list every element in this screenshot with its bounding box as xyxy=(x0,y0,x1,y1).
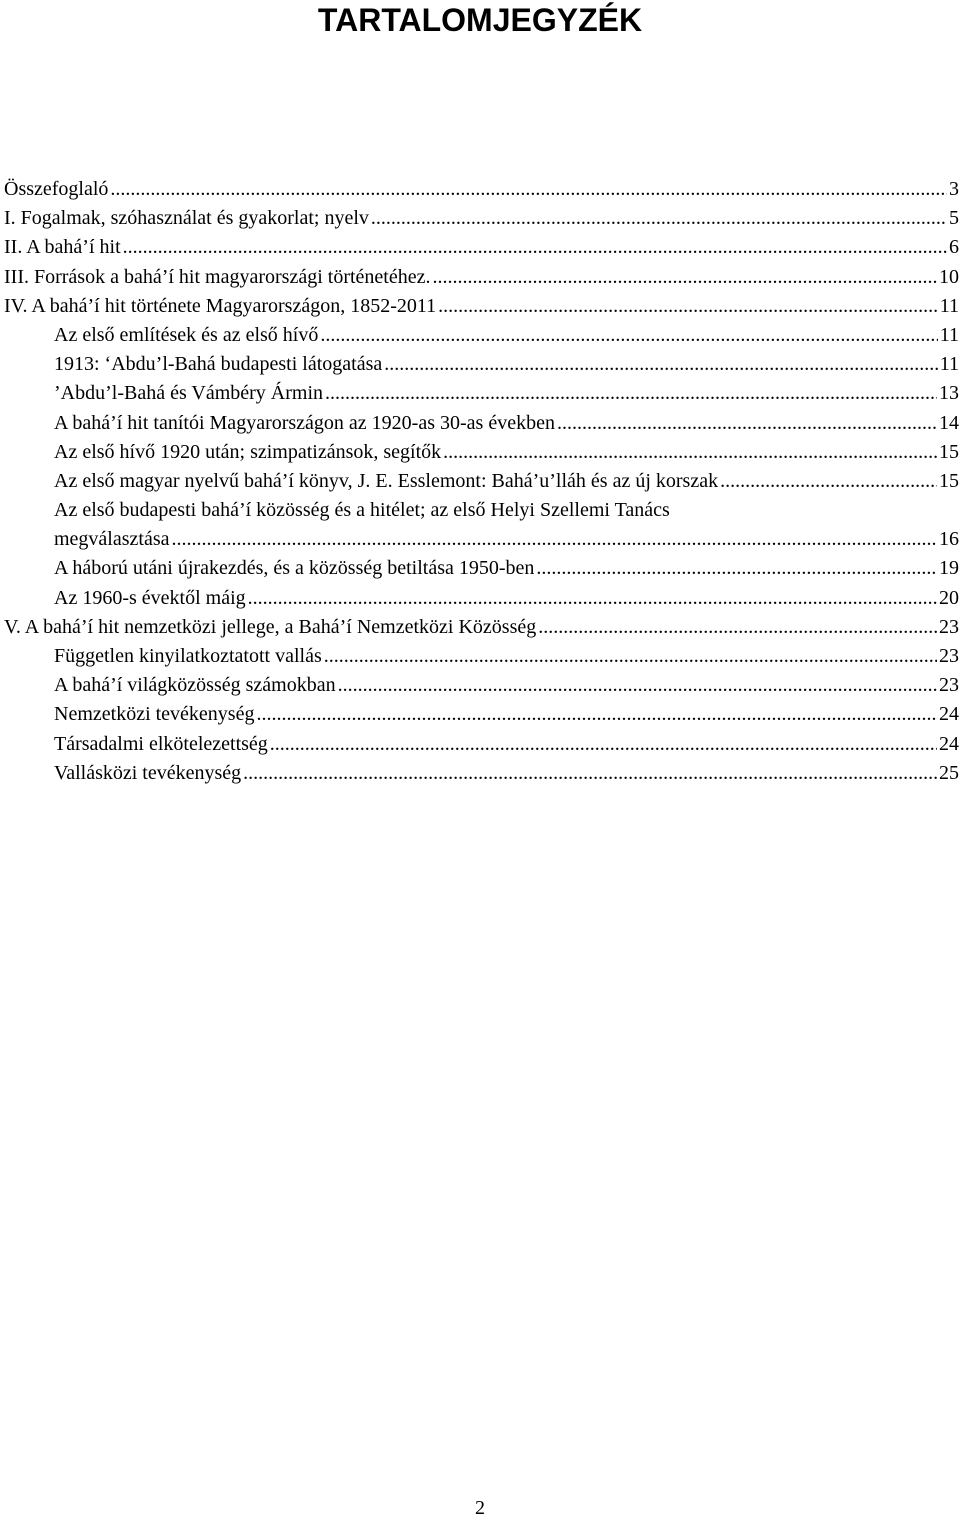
toc-entry[interactable] xyxy=(4,467,959,496)
toc-entry-label: Vallásközi tevékenység xyxy=(54,761,242,784)
toc-leader-dots xyxy=(371,204,947,233)
toc-entry[interactable] xyxy=(4,438,959,467)
toc-entry[interactable] xyxy=(4,233,959,262)
toc-entry-label: IV. A bahá’í hit története Magyarországon, 1852-2011 xyxy=(4,294,437,317)
toc-entry[interactable] xyxy=(4,554,959,583)
toc-entry-page: 23 xyxy=(939,674,959,697)
toc-entry[interactable] xyxy=(4,671,959,700)
toc-leader-dots xyxy=(557,409,937,438)
toc-entry-page: 19 xyxy=(939,557,959,580)
toc-entry-label: I. Fogalmak, szóhasználat és gyakorlat; nyelv xyxy=(4,207,369,230)
toc-entry[interactable] xyxy=(4,204,959,233)
toc-entry-label: Nemzetközi tevékenység xyxy=(54,703,255,726)
toc-entry-label: A bahá’í hit tanítói Magyarországon az 1920-as 30-as években xyxy=(54,411,555,434)
page-title: TARTALOMJEGYZÉK xyxy=(317,2,643,38)
toc-entry-page: 16 xyxy=(939,528,959,551)
toc-entry[interactable] xyxy=(4,759,959,788)
toc-entry[interactable] xyxy=(4,292,959,321)
toc-entry-label: A bahá’í világközösség számokban xyxy=(54,674,336,697)
toc-entry[interactable] xyxy=(4,379,959,408)
toc-entry-label-continuation: megválasztása xyxy=(54,528,170,551)
toc-entry[interactable] xyxy=(4,321,959,350)
toc-entry-label: Az első említések és az első hívő xyxy=(54,323,319,346)
toc-entry[interactable] xyxy=(4,613,959,642)
toc-leader-dots xyxy=(720,467,937,496)
toc-leader-dots xyxy=(123,233,947,262)
toc-entry-label: Összefoglaló xyxy=(4,178,109,200)
toc-entry[interactable] xyxy=(4,700,959,729)
toc-entry-label: Független kinyilatkoztatott vallás xyxy=(54,645,322,667)
toc-entry[interactable] xyxy=(4,584,959,613)
page-number: 2 xyxy=(475,1497,485,1519)
toc-leader-dots xyxy=(110,175,947,204)
toc-leader-dots xyxy=(320,321,937,350)
toc-entry[interactable] xyxy=(4,409,959,438)
toc-entry-label: ’Abdu’l-Bahá és Vámbéry Ármin xyxy=(54,382,324,405)
toc-entry-page: 24 xyxy=(939,703,959,726)
toc-leader-dots xyxy=(324,642,937,671)
toc-leader-dots xyxy=(256,700,937,729)
toc-entry[interactable] xyxy=(4,175,959,204)
table-of-contents xyxy=(4,175,959,788)
toc-leader-dots xyxy=(270,730,937,759)
toc-entry-label: 1913: ‘Abdu’l-Bahá budapesti látogatása xyxy=(54,353,383,376)
toc-entry-label: Az első budapesti bahá’í közösség és a hitélet; az első Helyi Szellemi Tanács xyxy=(54,499,670,522)
toc-entry-page: 3 xyxy=(949,178,959,200)
toc-entry-page: 11 xyxy=(939,294,959,317)
toc-entry-page: 6 xyxy=(949,236,959,259)
toc-entry-page: 20 xyxy=(939,586,959,609)
toc-entry-page: 23 xyxy=(939,645,959,667)
toc-entry-page: 11 xyxy=(939,323,959,346)
toc-entry-label: Az első magyar nyelvű bahá’í könyv, J. E. Esslemont: Bahá’u’lláh és az új korszak xyxy=(54,469,719,492)
toc-leader-dots xyxy=(438,292,938,321)
toc-entry-page: 10 xyxy=(939,265,959,288)
toc-leader-dots xyxy=(243,759,937,788)
toc-entry-label: A háború utáni újrakezdés, és a közösség betiltása 1950-ben xyxy=(54,557,535,580)
toc-entry-label: II. A bahá’í hit xyxy=(4,236,121,259)
toc-leader-dots xyxy=(384,350,937,379)
toc-entry-page: 11 xyxy=(939,353,959,376)
toc-leader-dots xyxy=(443,438,937,467)
toc-entry-page: 24 xyxy=(939,732,959,755)
toc-leader-dots xyxy=(538,613,937,642)
toc-entry-label: III. Források a bahá’í hit magyarországi történetéhez. xyxy=(4,265,431,288)
toc-entry-label: Az 1960-s évektől máig xyxy=(54,586,246,609)
toc-leader-dots xyxy=(248,584,937,613)
toc-leader-dots xyxy=(338,671,937,700)
toc-leader-dots xyxy=(172,525,938,554)
toc-entry[interactable] xyxy=(4,350,959,379)
toc-leader-dots xyxy=(325,379,937,408)
toc-entry-page: 23 xyxy=(939,615,959,638)
toc-leader-dots xyxy=(536,554,937,583)
toc-entry-page: 25 xyxy=(939,761,959,784)
toc-entry-label: V. A bahá’í hit nemzetközi jellege, a Bahá’í Nemzetközi Közösség xyxy=(4,615,537,638)
toc-entry-label: Társadalmi elkötelezettség xyxy=(54,732,268,755)
toc-entry[interactable] xyxy=(4,263,959,292)
toc-entry-continuation[interactable] xyxy=(4,525,959,554)
toc-entry-page: 15 xyxy=(939,469,959,492)
toc-entry-label: Az első hívő 1920 után; szimpatizánsok, segítők xyxy=(54,440,442,463)
toc-leader-dots xyxy=(432,263,937,292)
toc-entry[interactable] xyxy=(4,642,959,671)
toc-entry[interactable] xyxy=(4,730,959,759)
toc-entry-page: 13 xyxy=(939,382,959,405)
toc-entry-page: 15 xyxy=(939,440,959,463)
toc-entry-page: 5 xyxy=(949,207,959,230)
toc-entry-page: 14 xyxy=(939,411,959,434)
toc-entry[interactable] xyxy=(4,496,959,525)
